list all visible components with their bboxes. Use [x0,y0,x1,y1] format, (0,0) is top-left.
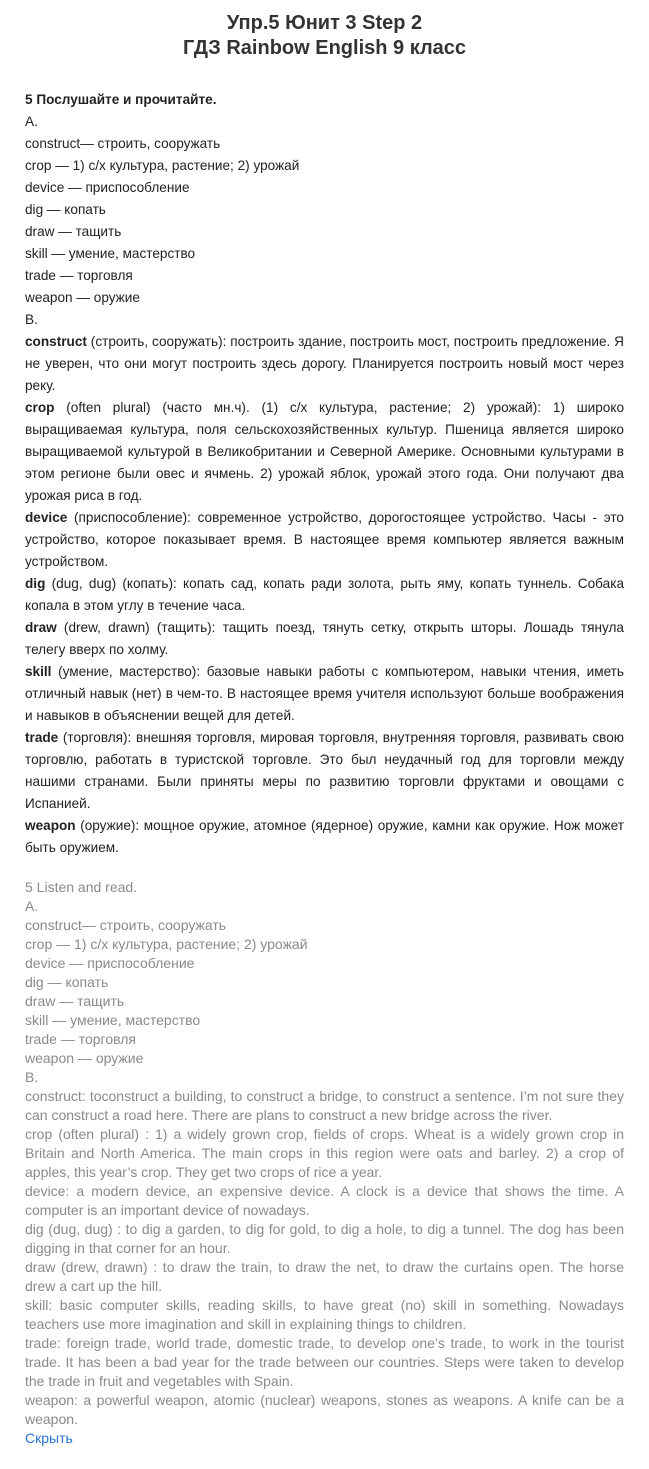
ru-vocab-item: weapon — оружие [25,290,140,305]
ru-vocab-item: trade — торговля [25,268,133,283]
ru-entry-word: draw [25,620,57,635]
page-title [0,0,649,61]
hide-link[interactable]: Скрыть [25,1430,73,1446]
en-entry: dig (dug, dug) : to dig a garden, to dig for gold, to dig a hole, to dig a tunnel. The dog has been digging in that corner for an hour. [25,1221,624,1256]
ru-entry [25,661,624,727]
en-entry: weapon: a powerful weapon, atomic (nuclear) weapons, stones as weapons. A knife can be a weapon. [25,1392,624,1427]
ru-entry [25,397,624,507]
ru-entry [25,815,624,859]
en-entry: trade: foreign trade, world trade, domestic trade, to develop one’s trade, to work in the tourist trade. It has been a bad year for the trade between our countries. Steps were taken to develop the trade in fruit and vegetables with Spain. [25,1335,624,1389]
title-line-2: ГДЗ Rainbow English 9 класс [182,37,467,59]
ru-heading: 5 Послушайте и прочитайте. [25,92,217,107]
en-vocab-list [25,916,624,1068]
ru-vocab-list [25,133,624,309]
ru-entry-word: device [25,510,68,525]
ru-entry-text: (приспособление): современное устройство, дорогостоящее устройство. Часы - это устройство, которое показывает время. В настоящее время компьютер является важным устройством. [25,510,624,569]
ru-entry-text: (often plural) (часто мн.ч). (1) с/х культура, растение; 2) урожай): 1) широко выращиваемая культура, поля сельскохозяйственных культур. Пшеница является широко выращиваемой культурой в Великобритании и Северной Америке. Основными культурами в этом регионе были овес и ячмень. 2) урожай яблок, урожай этого года. Они получают два урожая риса в год. [25,400,624,503]
en-vocab-item: weapon — оружие [25,1050,144,1066]
en-label-b: B. [25,1069,39,1085]
english-section [25,878,624,1448]
ru-entry-word: weapon [25,818,76,833]
ru-entry-word: crop [25,400,55,415]
en-vocab-item: construct— строить, сооружать [25,917,227,933]
ru-entry-word: trade [25,730,59,745]
ru-entry [25,573,624,617]
russian-section [25,89,624,859]
ru-entry-word: construct [25,334,87,349]
ru-entry [25,331,624,397]
ru-entry [25,727,624,815]
ru-entry-text: (строить, сооружать): построить здание, построить мост, построить предложение. Я не уверен, что они могут построить здесь дорогу. Планируется построить новый мост через реку. [25,334,624,393]
ru-entry-word: dig [25,576,46,591]
ru-entry-text: (торговля): внешняя торговля, мировая торговля, внутренняя торговля, развивать свою торговлю, работать в туристской торговле. Это был неудачный год для торговли между нашими странами. Были приняты меры по развитию торговли фруктами и овощами с Испанией. [25,730,624,811]
en-vocab-item: draw — тащить [25,993,125,1009]
ru-entry-text: (оружие): мощное оружие, атомное (ядерное) оружие, камни как оружие. Нож может быть оружием. [25,818,624,855]
title-line-1: Упр.5 Юнит 3 Step 2 [226,12,423,34]
ru-vocab-item: dig — копать [25,202,106,217]
en-entry: draw (drew, drawn) : to draw the train, to draw the net, to draw the curtains open. The horse drew a cart up the hill. [25,1259,624,1294]
ru-label-b: B. [25,312,38,327]
ru-vocab-item: skill — умение, мастерство [25,246,196,261]
ru-entry-text: (умение, мастерство): базовые навыки работы с компьютером, навыки чтения, иметь отличный навык (нет) в чем-то. В настоящее время учителя используют больше воображения и навыков в объяснении вещей для детей. [25,664,624,723]
en-entry: crop (often plural) : 1) a widely grown crop, fields of crops. Wheat is a widely grown crop in Britain and North America. The main crops in this region were oats and barley. 2) a crop of apples, this year’s crop. They get two crops of rice a year. [25,1126,624,1180]
ru-vocab-item: crop — 1) с/х культура, растение; 2) урожай [25,158,300,173]
ru-label-a: A. [25,114,38,129]
ru-vocab-item: construct— строить, сооружать [25,136,221,151]
en-vocab-item: skill — умение, мастерство [25,1012,201,1028]
en-entry: skill: basic computer skills, reading skills, to have great (no) skill in something. Nowadays teachers use more imagination and skill in explaining things to children. [25,1297,624,1332]
ru-entry-word: skill [25,664,52,679]
en-label-a: A. [25,898,39,914]
en-entry: construct: toconstruct a building, to construct a bridge, to construct a sentence. I’m not sure they can construct a road here. There are plans to construct a new bridge across the river. [25,1088,624,1123]
en-vocab-item: crop — 1) с/х культура, растение; 2) урожай [25,936,308,952]
en-vocab-item: dig — копать [25,974,109,990]
ru-entry [25,507,624,573]
ru-vocab-item: device — приспособление [25,180,190,195]
en-vocab-item: device — приспособление [25,955,195,971]
ru-entry-text: (dug, dug) (копать): копать сад, копать ради золота, рыть яму, копать туннель. Собака копала в этом углу в течение часа. [25,576,624,613]
en-entry: device: a modern device, an expensive device. A clock is a device that shows the time. A computer is an important device of nowadays. [25,1183,624,1218]
en-heading: 5 Listen and read. [25,879,138,895]
ru-entry [25,617,624,661]
ru-vocab-item: draw — тащить [25,224,122,239]
ru-entry-text: (drew, drawn) (тащить): тащить поезд, тянуть сетку, открыть шторы. Лошадь тянула телегу вверх по холму. [25,620,624,657]
en-vocab-item: trade — торговля [25,1031,136,1047]
